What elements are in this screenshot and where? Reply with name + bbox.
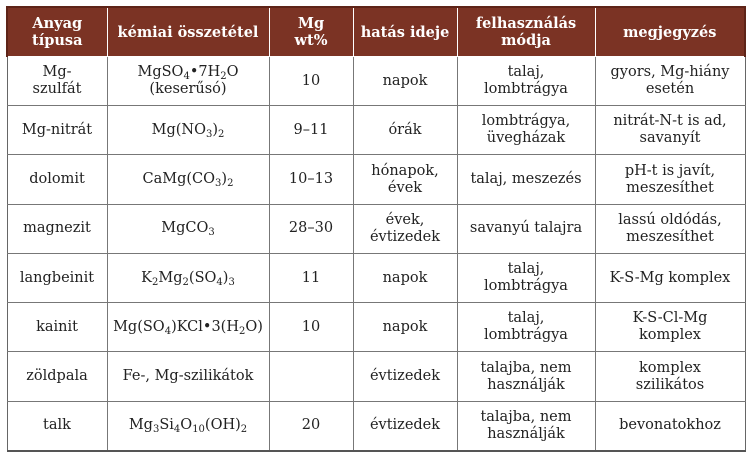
cell-line: dolomit — [29, 171, 85, 188]
cell-note — [595, 106, 745, 155]
cell-mg: 10 — [269, 57, 353, 106]
cell-composition: $MgSO_4•7H_2O$ (keserűsó) — [107, 57, 269, 106]
cell-line: évtizedek — [369, 368, 441, 385]
cell-usage — [457, 57, 595, 106]
cell-line: magnezit — [23, 220, 91, 237]
table-row — [7, 155, 745, 204]
header-usage: felhasználás módja — [457, 7, 595, 57]
cell-line: lombtrágya — [484, 278, 568, 295]
cell-usage — [457, 155, 595, 204]
cell-mg: 20 — [269, 401, 353, 451]
cell-usage — [457, 204, 595, 253]
cell-line: használják — [487, 376, 565, 393]
cell-mg: 9–11 — [269, 106, 353, 155]
cell-type — [7, 155, 107, 204]
cell-duration — [353, 106, 457, 155]
cell-note — [595, 253, 745, 302]
cell-duration — [353, 204, 457, 253]
table-body — [7, 57, 745, 452]
cell-line: talaj, — [507, 261, 545, 278]
table-row — [7, 352, 745, 401]
cell-line: hónapok, — [371, 162, 439, 179]
cell-note — [595, 303, 745, 352]
header-mg: Mg wt% — [269, 7, 353, 57]
cell-line: lombtrágya — [484, 327, 568, 344]
cell-line: szilikátos — [635, 376, 705, 393]
header-composition: kémiai összetétel — [107, 7, 269, 57]
cell-line: kainit — [36, 318, 78, 335]
cell-composition: $Mg(NO_3)_2$ — [107, 106, 269, 155]
cell-usage — [457, 106, 595, 155]
header-type: Anyag típusa — [7, 7, 107, 57]
cell-line: szulfát — [32, 81, 82, 98]
header-note: megjegyzés — [595, 7, 745, 57]
cell-line: lassú oldódás, — [618, 211, 722, 228]
cell-composition: $Mg_3Si_4O_{10}(OH)_2$ — [107, 401, 269, 451]
cell-mg: 10–13 — [269, 155, 353, 204]
cell-composition: Fe-, Mg-szilikátok — [107, 352, 269, 401]
cell-composition: MgCO$_3$ — [107, 204, 269, 253]
cell-line: évtizedek — [369, 228, 441, 245]
cell-line: esetén — [645, 81, 695, 98]
table-row — [7, 106, 745, 155]
cell-line: talaj, meszezés — [470, 171, 582, 188]
cell-line: napok — [382, 318, 428, 335]
cell-line: talk — [43, 417, 71, 434]
cell-type — [7, 57, 107, 106]
cell-line: komplex — [639, 359, 701, 376]
table-row — [7, 204, 745, 253]
cell-duration — [353, 57, 457, 106]
cell-line: nitrát-N-t is ad, — [613, 113, 727, 130]
cell-line: talaj, — [507, 310, 545, 327]
cell-line: talaj, — [507, 64, 545, 81]
cell-line: meszesíthet — [626, 228, 714, 245]
header-duration: hatás ideje — [353, 7, 457, 57]
cell-line: évtizedek — [369, 417, 441, 434]
cell-mg: 10 — [269, 303, 353, 352]
cell-mg: 28–30 — [269, 204, 353, 253]
cell-line: komplex — [639, 327, 701, 344]
cell-note — [595, 57, 745, 106]
cell-type — [7, 106, 107, 155]
cell-line: langbeinit — [19, 269, 95, 286]
table-row — [7, 57, 745, 106]
cell-mg — [269, 352, 353, 401]
cell-line: K-S-Mg komplex — [609, 269, 731, 286]
table-row — [7, 253, 745, 302]
cell-line: talajba, nem — [480, 359, 572, 376]
cell-line: lombtrágya — [484, 81, 568, 98]
cell-note — [595, 352, 745, 401]
cell-line: napok — [382, 269, 428, 286]
cell-composition: $Mg(SO_4)KCl•3(H_2O)$ — [107, 303, 269, 352]
cell-line: zöldpala — [26, 368, 88, 385]
cell-line: meszesíthet — [626, 179, 714, 196]
cell-line: talajba, nem — [480, 408, 572, 425]
cell-line: pH-t is javít, — [624, 162, 716, 179]
header-row — [7, 7, 745, 57]
cell-line: üvegházak — [486, 130, 566, 147]
cell-line: órák — [388, 121, 422, 138]
cell-duration — [353, 303, 457, 352]
cell-mg: 11 — [269, 253, 353, 302]
cell-line: bevonatokhoz — [619, 417, 721, 434]
cell-note — [595, 204, 745, 253]
cell-line: Mg- — [42, 64, 72, 81]
cell-duration — [353, 253, 457, 302]
cell-duration — [353, 352, 457, 401]
cell-usage — [457, 253, 595, 302]
cell-usage — [457, 352, 595, 401]
table-row — [7, 401, 745, 451]
magnesium-fertilizer-table — [6, 6, 746, 452]
cell-type — [7, 401, 107, 451]
cell-line: Mg-nitrát — [21, 121, 93, 138]
cell-usage — [457, 303, 595, 352]
cell-line: használják — [487, 425, 565, 442]
cell-type — [7, 352, 107, 401]
cell-line: napok — [382, 72, 428, 89]
cell-line: lombtrágya, — [481, 113, 571, 130]
cell-note — [595, 155, 745, 204]
cell-duration — [353, 401, 457, 451]
cell-type — [7, 204, 107, 253]
cell-line: évek, — [385, 211, 425, 228]
cell-line: évek — [387, 179, 423, 196]
cell-composition: $K_2Mg_2(SO_4)_3$ — [107, 253, 269, 302]
cell-type — [7, 303, 107, 352]
cell-usage — [457, 401, 595, 451]
cell-line: savanyít — [639, 130, 701, 147]
cell-note — [595, 401, 745, 451]
cell-composition: $CaMg(CO_3)_2$ — [107, 155, 269, 204]
cell-duration — [353, 155, 457, 204]
cell-type — [7, 253, 107, 302]
cell-line: gyors, Mg-hiány — [610, 64, 730, 81]
cell-line: K-S-Cl-Mg — [632, 310, 708, 327]
cell-line: savanyú talajra — [469, 220, 583, 237]
table-row — [7, 303, 745, 352]
